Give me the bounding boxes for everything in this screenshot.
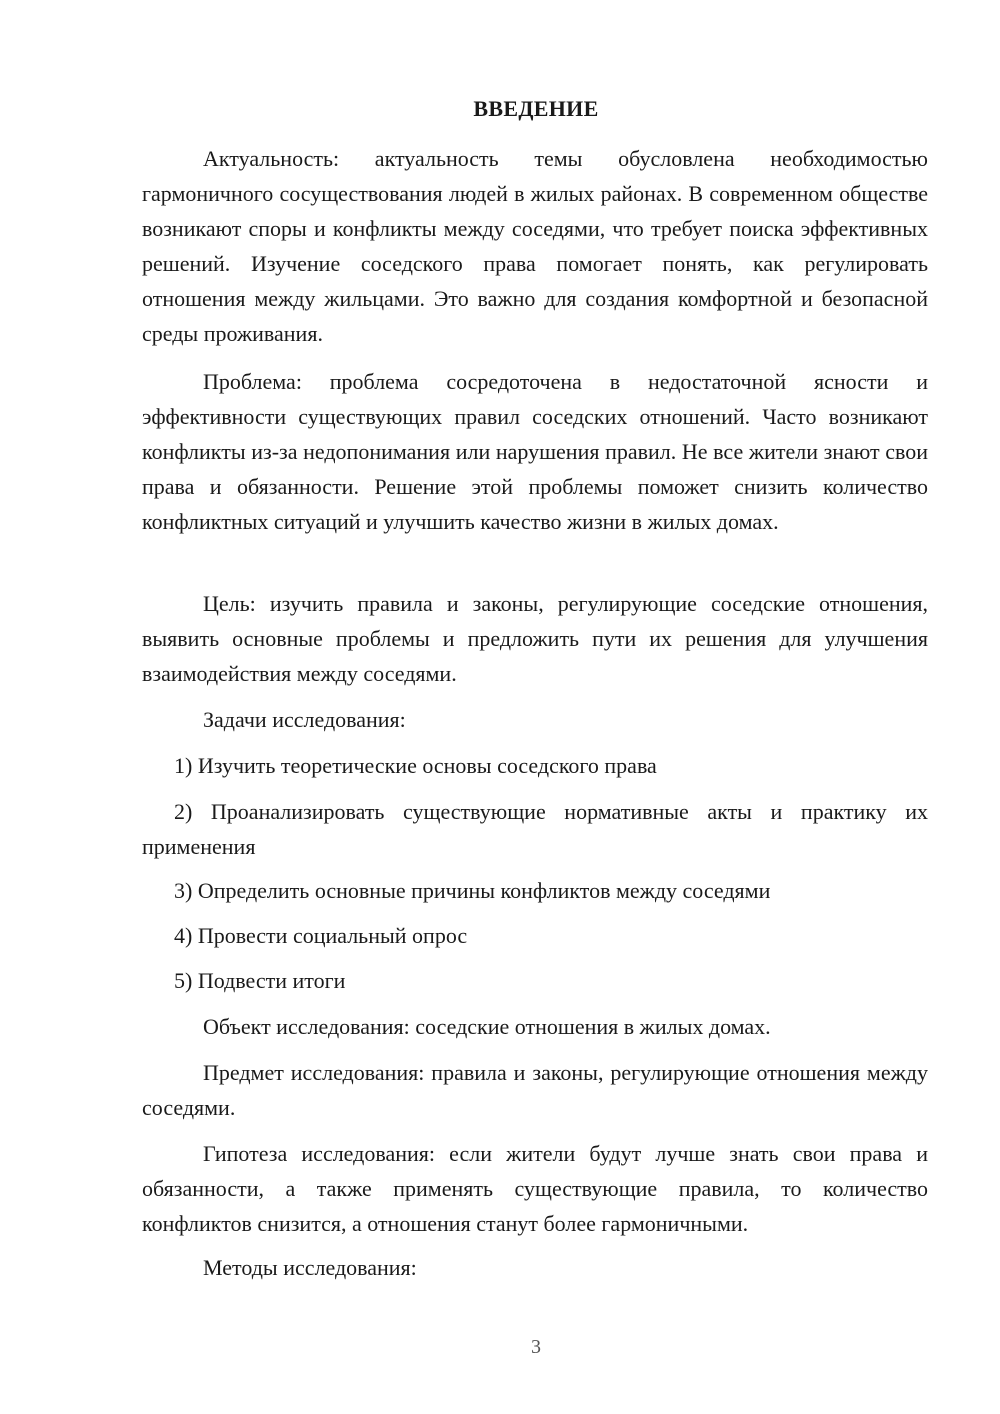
paragraph-goal: Цель: изучить правила и законы, регулирующие соседские отношения, выявить основные проблемы и предложить пути их решения для улучшения взаимодействия между соседями. [142,591,928,686]
task-item-1: 1) Изучить теоретические основы соседского права [174,753,657,778]
task-item-2: 2) Проанализировать существующие нормативные акты и практику их применения [142,799,928,859]
paragraph-subject: Предмет исследования: правила и законы, регулирующие отношения между соседями. [142,1060,928,1120]
task-item-4: 4) Провести социальный опрос [174,923,468,948]
paragraph-relevance: Актуальность: актуальность темы обусловлена необходимостью гармоничного сосуществования людей в жилых районах. В современном обществе возникают споры и конфликты между соседями, что требует поиска эффективных решений. Изучение соседского права помогает понять, как регулировать отношения между жильцами. Это важно для создания комфортной и безопасной среды проживания. [142,146,928,346]
paragraph-problem: Проблема: проблема сосредоточена в недостаточной ясности и эффективности существующих правил соседских отношений. Часто возникают конфликты из-за недопонимания или нарушения правил. Не все жители знают свои права и обязанности. Решение этой проблемы поможет снизить количество конфликтных ситуаций и улучшить качество жизни в жилых домах. [142,369,928,534]
tasks-heading: Задачи исследования: [203,707,406,732]
section-title: ВВЕДЕНИЕ [473,96,599,121]
paragraph-hypothesis: Гипотеза исследования: если жители будут лучше знать свои права и обязанности, а также применять существующие правила, то количество конфликтов снизится, а отношения станут более гармоничными. [142,1141,928,1236]
methods-heading: Методы исследования: [203,1255,417,1280]
task-item-3: 3) Определить основные причины конфликтов между соседями [174,878,771,903]
task-item-5: 5) Подвести итоги [174,968,346,993]
page-number: 3 [531,1336,541,1358]
paragraph-object: Объект исследования: соседские отношения в жилых домах. [203,1014,771,1039]
